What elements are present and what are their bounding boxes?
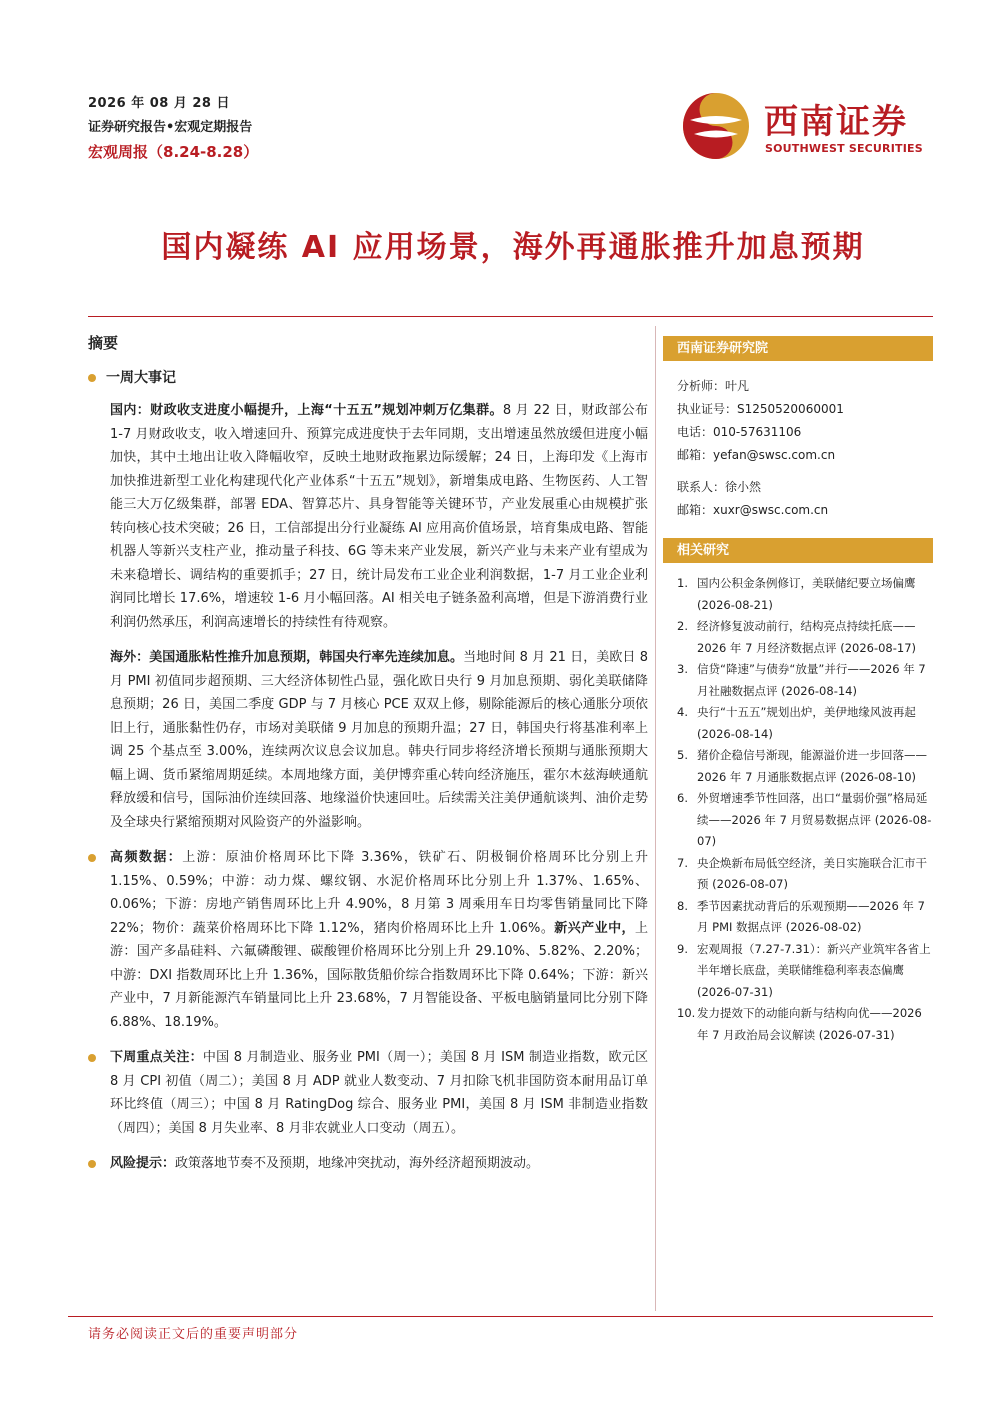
list-item[interactable]: 8. 季节因素扰动背后的乐观预期——2026 年 7 月 PMI 数据点评 (2026-08-02) [677, 898, 925, 934]
contact-name: 联系人：徐小然 [677, 480, 762, 494]
institute-heading: 西南证券研究院 [663, 336, 933, 361]
next-week-text: 中国 8 月制造业、服务业 PMI（周一）；美国 8 月 ISM 制造业指数，欧元区 8 月 CPI 初值（周二）；美国 8 月 ADP 就业人数变动、7 月扣除飞机非国防资本耐用品订单环比终值（周三）；中国 8 月 RatingDog 综合、服务业 PMI，美国 8 月 ISM 非制造业指数（周四）；美国 8 月失业率、8 月非农就业人口变动（周五）。 [110, 1050, 648, 1136]
domestic-text: 8 月 22 日，财政部公布 1-7 月财政收支，收入增速回升、预算完成进度快于去年同期，支出增速虽然放缓但进度小幅加快，其中土地出让收入降幅收窄，反映土地财政拖累边际缓解；24 日，上海印发《上海市加快推进新型工业化构建现代化产业体系“十五五”规划》，新增集成电路、生物医药、人工智能三大万亿级集群，部署 EDA、智算芯片、具身智能等关键环节，产业发展重心由规模扩张转向核心技术突破；26 日，工信部提出分行业凝练 AI 应用高价值场景，培育集成电路、智能机器人等新兴支柱产业，推动量子科技、6G 等未来产业发展，新兴产业与未来产业有望成为未来稳增长、调结构的重要抓手；27 日，统计局发布工业企业利润数据，1-7 月工业企业利润同比增长 17.6%，增速较 1-6 月小幅回落。AI 相关电子链条盈利高增，但是下游消费行业利润仍然承压，利润高速增长的持续性有待观察。 [110, 403, 648, 630]
abstract-heading: 摘要 [88, 334, 119, 352]
related-research-heading: 相关研究 [663, 538, 933, 563]
hf-lead-2: 新兴产业中， [554, 920, 635, 936]
bullet-icon [88, 1054, 96, 1062]
report-title: 国内凝练 AI 应用场景，海外再通胀推升加息预期 [161, 230, 865, 265]
list-item[interactable]: 5. 猪价企稳信号渐现，能源溢价进一步回落——2026 年 7 月通胀数据点评 (2026-08-10) [677, 748, 927, 784]
list-item[interactable]: 10. 发力提效下的动能向新与结构向优——2026 年 7 月政治局会议解读 (2026-07-31) [677, 1006, 922, 1042]
week-events-heading: 一周大事记 [88, 367, 648, 387]
bullet-icon [88, 374, 96, 382]
list-item[interactable]: 7. 央企焕新布局低空经济，美日实施联合汇市干预 (2026-08-07) [677, 855, 927, 891]
bullet-icon [88, 854, 96, 862]
logo-emblem-icon [680, 90, 752, 162]
bullet-icon [88, 1160, 96, 1168]
list-item[interactable]: 2. 经济修复波动前行，结构亮点持续托底——2026 年 7 月经济数据点评 (2026-08-17) [677, 619, 917, 655]
title-divider [88, 316, 933, 317]
list-item[interactable]: 3. 信贷“降速”与债券“放量”并行——2026 年 7 月社融数据点评 (2026-08-14) [677, 662, 926, 698]
risk-text: 政策落地节奏不及预期，地缘冲突扰动，海外经济超预期波动。 [175, 1156, 540, 1171]
report-type: 证券研究报告•宏观定期报告 [88, 120, 253, 135]
list-item[interactable]: 1. 国内公积金条例修订，美联储纪要立场偏鹰 (2026-08-21) [677, 576, 916, 612]
analyst-name: 分析师：叶凡 [677, 379, 750, 393]
footer-divider [68, 1316, 933, 1317]
next-week-paragraph [88, 1046, 648, 1140]
contact-email[interactable]: 邮箱：xuxr@swsc.com.cn [677, 503, 829, 517]
report-date: 2026 年 08 月 28 日 [88, 96, 230, 111]
company-logo [680, 90, 930, 160]
risk-paragraph [88, 1152, 648, 1176]
hf-text-1: 上游：原油价格周环比下降 3.36%，铁矿石、阴极铜价格周环比分别上升 1.15%、0.59%；中游：动力煤、螺纹钢、水泥价格周环比分别上升 1.37%、1.65%、0.06%；下游：房地产销售周环比上升 4.90%，8 月第 3 周乘用车日均零售销量同比下降 22%；物价：蔬菜价格周环比下降 1.12%，猪肉价格周环比上升 1.06%。 [110, 850, 648, 936]
column-divider [655, 326, 656, 1311]
logo-name-cn: 西南证券 [764, 102, 908, 142]
list-item[interactable]: 4. 央行“十五五”规划出炉，美伊地缘风波再起 (2026-08-14) [677, 705, 916, 741]
list-item[interactable]: 9. 宏观周报（7.27-7.31）：新兴产业筑牢各省上半年增长底盘，美联储维稳利率表态偏鹰 (2026-07-31) [677, 941, 931, 999]
footer-disclaimer: 请务必阅读正文后的重要声明部分 [88, 1327, 299, 1342]
domestic-lead: 国内：财政收支进度小幅提升，上海“十五五”规划冲刺万亿集群。 [110, 403, 503, 418]
overseas-text: 当地时间 8 月 21 日，美欧日 8 月 PMI 初值同步超预期、三大经济体韧性凸显，强化欧日央行 9 月加息预期、弱化美联储降息预期；26 日，美国二季度 GDP 与 7 月核心 PCE 双双上修，剔除能源后的核心通胀分项依旧上行，通胀黏性仍存，市场对美联储 9 月加息的预期升温；27 日，韩国央行将基准利率上调 25 个基点至 3.00%，连续两次议息会议加息。韩央行同步将经济增长预期与通胀预期大幅上调、货币紧缩周期延续。本周地缘方面，美伊博弈重心转向经济施压，霍尔木兹海峡通航释放缓和信号，国际油价连续回落、地缘溢价快速回吐。后续需关注美伊通航谈判、油价走势及全球央行紧缩预期对风险资产的外溢影响。 [110, 650, 648, 830]
analyst-info [663, 361, 933, 522]
logo-name-en: SOUTHWEST SECURITIES [765, 142, 923, 155]
list-item[interactable]: 6. 外贸增速季节性回落，出口“量弱价强”格局延续——2026 年 7 月贸易数据点评 (2026-08-07) [677, 791, 932, 848]
sidebar [663, 336, 933, 1046]
overseas-paragraph [110, 646, 648, 834]
next-week-lead: 下周重点关注： [110, 1050, 203, 1065]
analyst-phone: 电话：010-57631106 [677, 425, 802, 439]
overseas-lead: 海外：美国通胀粘性推升加息预期，韩国央行率先连续加息。 [110, 650, 464, 665]
hf-lead: 高频数据： [110, 850, 183, 865]
report-subtitle: 宏观周报（8.24-8.28） [88, 143, 259, 161]
risk-lead: 风险提示： [110, 1156, 176, 1171]
related-research-list [663, 573, 933, 1046]
hf-text-2: 上游：国产多晶硅料、六氟磷酸锂、碳酸锂价格周环比分别上升 29.10%、5.82%、2.20%；中游：DXI 指数周环比上升 1.36%，国际散货船价综合指数周环比下降 0.64%；下游：新兴产业中，7 月新能源汽车销量同比上升 23.68%，7 月智能设备、平板电脑销量同比分别下降 6.88%、18.19%。 [110, 920, 648, 1030]
high-frequency-paragraph [88, 846, 648, 1034]
domestic-paragraph [110, 399, 648, 634]
analyst-email[interactable]: 邮箱：yefan@swsc.com.cn [677, 448, 836, 462]
analyst-license: 执业证号：S1250520060001 [677, 402, 844, 416]
abstract-section [88, 326, 648, 1188]
